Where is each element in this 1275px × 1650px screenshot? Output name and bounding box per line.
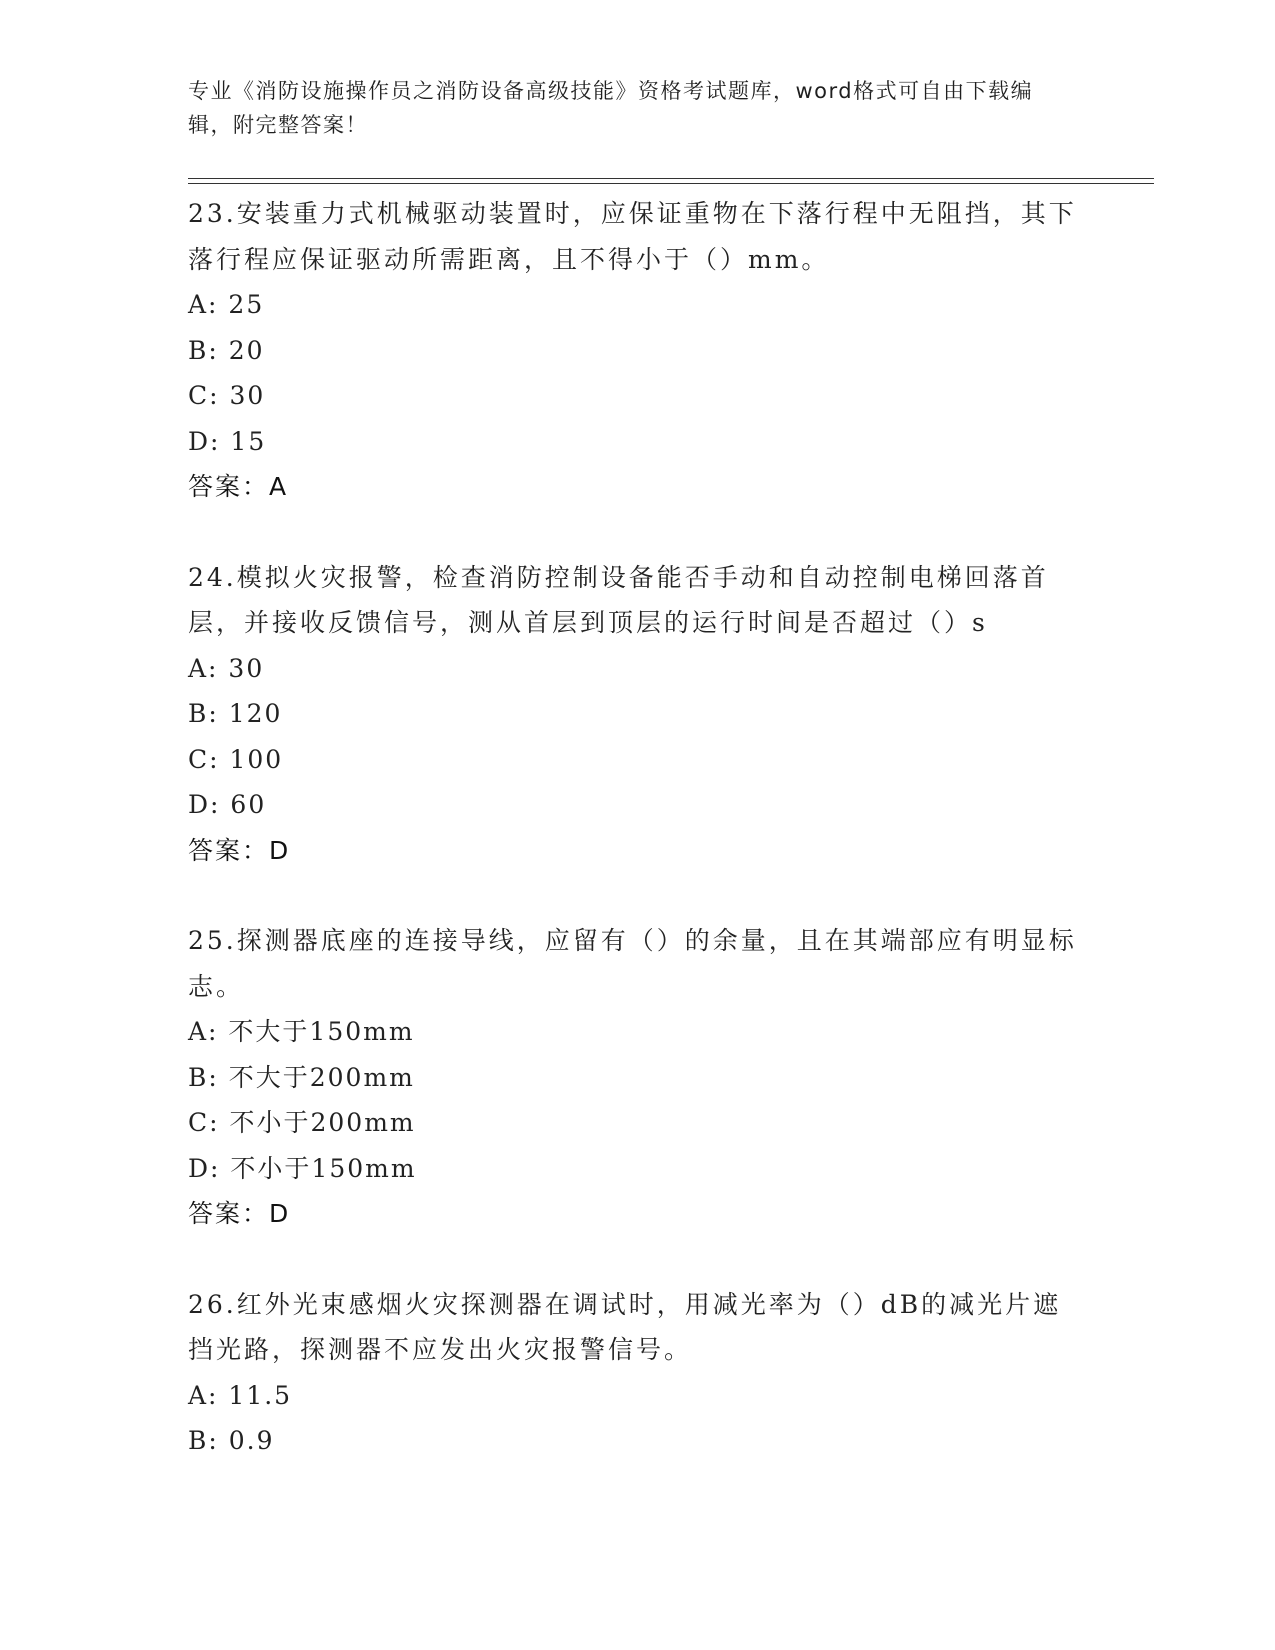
question-text: 23.安装重力式机械驱动装置时，应保证重物在下落行程中无阻挡，其下落行程应保证驱动所需距离，且不得小于（）mm。	[188, 199, 1077, 274]
option-a: A: 30	[188, 653, 265, 683]
option-a: A: 不大于150mm	[188, 1017, 415, 1046]
option-b: B: 不大于200mm	[188, 1062, 415, 1092]
option-c: C: 不小于200mm	[188, 1108, 416, 1137]
option-c: C: 30	[188, 381, 266, 410]
question-text: 26.红外光束感烟火灾探测器在调试时，用减光率为（）dB的减光片遮挡光路，探测器不应发出火灾报警信号。	[188, 1289, 1062, 1364]
option-list	[188, 282, 1088, 464]
header-divider-top	[188, 178, 1154, 179]
question-text: 25.探测器底座的连接导线，应留有（）的余量，且在其端部应有明显标志。	[188, 926, 1077, 1001]
option-a: A: 25	[188, 290, 265, 319]
option-list	[188, 646, 1088, 828]
option-list	[188, 1373, 1088, 1464]
header-text: 专业《消防设施操作员之消防设备高级技能》资格考试题库，word格式可自由下载编辑，附完整答案！	[188, 79, 1034, 137]
option-b: B: 120	[188, 699, 283, 728]
option-d: D: 不小于150mm	[188, 1153, 417, 1183]
option-d: D: 60	[188, 790, 267, 819]
option-a: A: 11.5	[188, 1380, 293, 1410]
answer-line: 答案：A	[188, 472, 289, 501]
option-d: D: 15	[188, 426, 267, 456]
question-24	[188, 555, 1088, 874]
question-26	[188, 1282, 1088, 1464]
answer-line: 答案：D	[188, 835, 291, 865]
option-c: C: 100	[188, 744, 284, 774]
document-header	[188, 74, 1068, 142]
option-b: B: 20	[188, 335, 265, 365]
answer-line: 答案：D	[188, 1199, 291, 1228]
option-b: B: 0.9	[188, 1426, 275, 1455]
header-divider-bottom	[188, 183, 1154, 184]
question-23	[188, 191, 1088, 510]
question-25	[188, 918, 1088, 1237]
question-list	[188, 191, 1088, 1509]
option-list	[188, 1009, 1088, 1191]
question-text: 24.模拟火灾报警，检查消防控制设备能否手动和自动控制电梯回落首层，并接收反馈信号，测从首层到顶层的运行时间是否超过（）s	[188, 562, 1049, 637]
